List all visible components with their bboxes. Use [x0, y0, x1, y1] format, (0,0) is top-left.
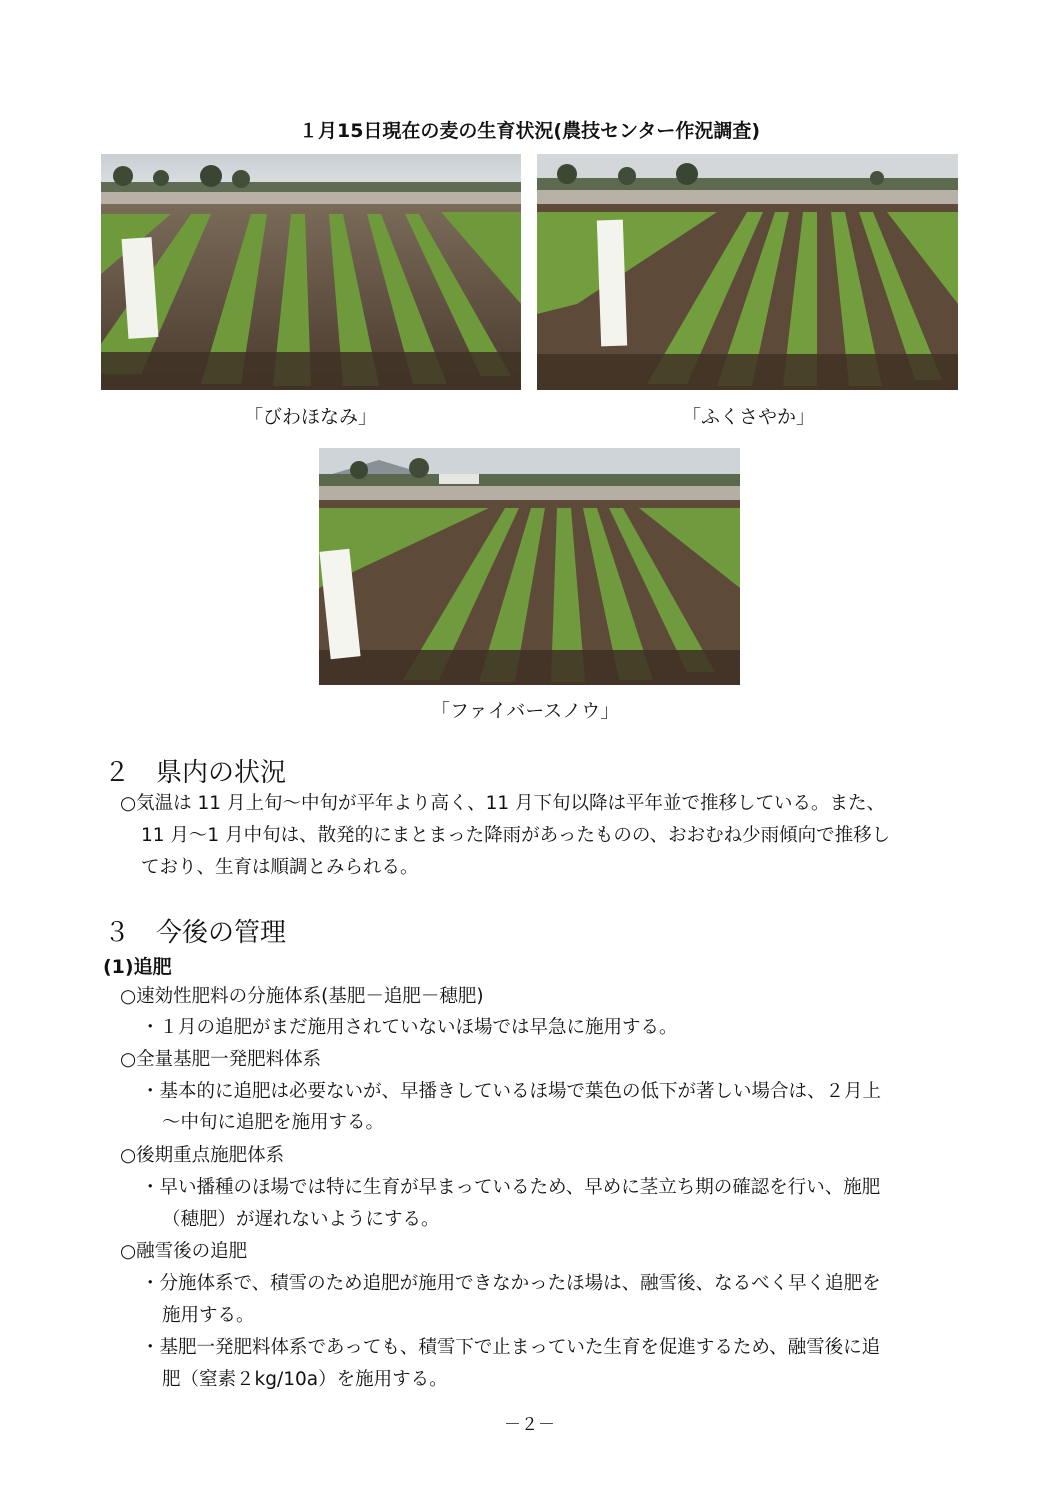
body-line: ○後期重点施肥体系 — [120, 1145, 285, 1166]
photo-biwahonami — [101, 154, 521, 390]
body-line: ～中旬に追肥を施用する。 — [162, 1112, 385, 1133]
section-number: ２ — [104, 758, 131, 788]
photo-caption: 「ファイバースノウ」 — [431, 700, 620, 722]
wheat-field-image — [319, 448, 740, 685]
section-title: 今後の管理 — [156, 918, 287, 948]
wheat-field-image — [537, 154, 958, 390]
body-line: （穂肥）が遅れないようにする。 — [162, 1209, 440, 1230]
body-line: ・分施体系で、積雪のため追肥が施用できなかったほ場は、融雪後、なるべく早く追肥を — [141, 1273, 881, 1294]
body-line: ・基肥一発肥料体系であっても、積雪下で止まっていた生育を促進するため、融雪後に追 — [141, 1337, 881, 1358]
photo-fiber-snow — [319, 448, 740, 685]
section-heading — [104, 912, 286, 949]
body-line: 肥（窒素２kg/10a）を施用する。 — [162, 1369, 448, 1390]
wheat-field-image — [101, 154, 521, 390]
body-line: 施用する。 — [162, 1305, 255, 1326]
body-line: ・基本的に追肥は必要ないが、早播きしているほ場で葉色の低下が著しい場合は、２月上 — [141, 1081, 882, 1102]
section-title: 県内の状況 — [156, 758, 287, 788]
photo-caption: 「ふくさやか」 — [682, 406, 816, 428]
body-line: ・１月の追肥がまだ施用されていないほ場では早急に施用する。 — [141, 1017, 678, 1038]
section-number: ３ — [104, 918, 131, 948]
page-title: １月15日現在の麦の生育状況(農技センター作況調査) — [298, 120, 761, 142]
body-line: ○融雪後の追肥 — [120, 1241, 248, 1262]
photo-fukusayaka — [537, 154, 958, 390]
body-line: ○速効性肥料の分施体系(基肥－追肥－穂肥) — [120, 986, 484, 1007]
body-line: ○全量基肥一発肥料体系 — [120, 1049, 322, 1070]
subsection-heading: (1)追肥 — [103, 956, 172, 978]
body-line: ・早い播種のほ場では特に生育が早まっているため、早めに茎立ち期の確認を行い、施肥 — [141, 1177, 881, 1198]
section-heading — [104, 752, 286, 789]
photo-caption: 「びわほなみ」 — [244, 406, 378, 428]
page-number: －２－ — [504, 1415, 555, 1435]
body-line: 11 月～1 月中旬は、散発的にまとまった降雨があったものの、おおむね少雨傾向で推移し — [141, 825, 891, 846]
body-line: ており、生育は順調とみられる。 — [141, 857, 419, 878]
body-line: ○気温は 11 月上旬～中旬が平年より高く、11 月下旬以降は平年並で推移している。また、 — [120, 793, 885, 814]
